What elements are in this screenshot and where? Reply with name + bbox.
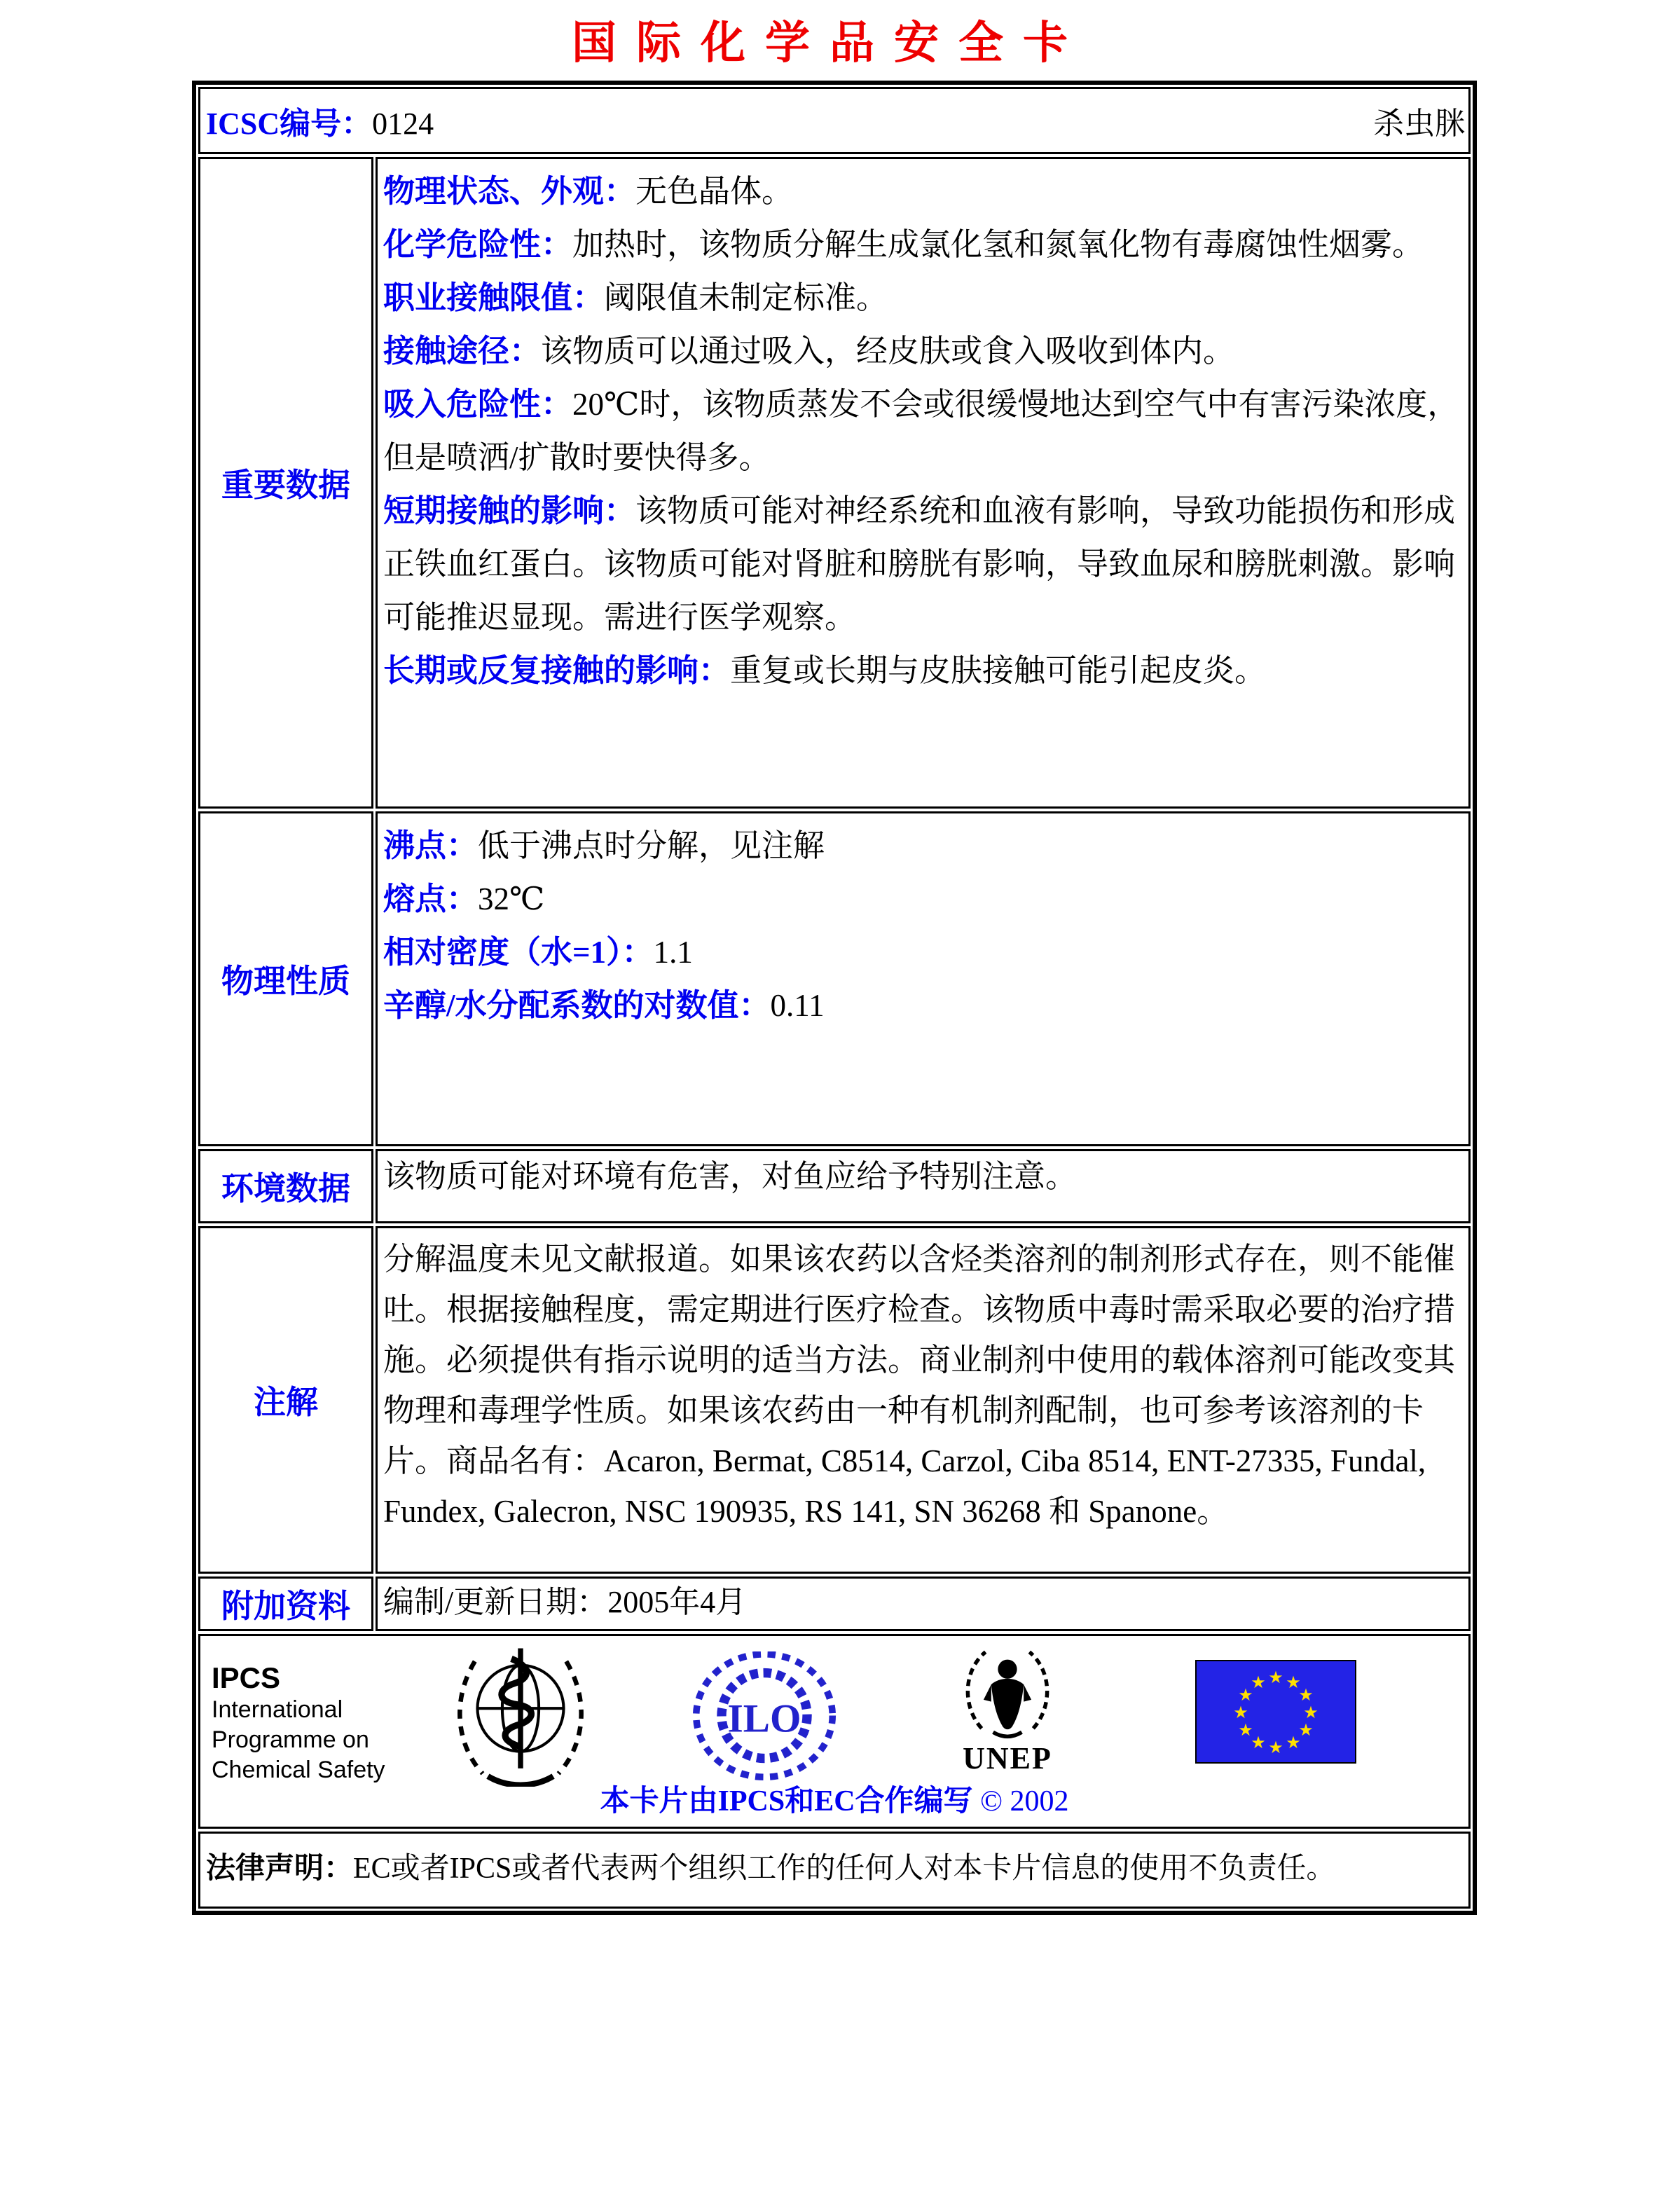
organizations-cell	[198, 1634, 1471, 1829]
credit-year: © 2002	[980, 1785, 1069, 1818]
important-data-item: 接触途径：该物质可以通过吸入，经皮肤或食入吸收到体内。	[383, 334, 1235, 369]
icsc-number-value: 0124	[372, 107, 434, 141]
ipcs-subtitle-line: Programme on	[212, 1726, 369, 1753]
notes-content	[376, 1226, 1471, 1574]
important-data-row	[198, 157, 1471, 809]
notes-text: 分解温度未见文献报道。如果该农药以含烃类溶剂的制剂形式存在，则不能催吐。根据接触程度，需定期进行医疗检查。该物质中毒时需采取必要的治疗措施。必须提供有指示说明的适当方法。商业制剂中使用的载体溶剂可能改变其物理和毒理学性质。如果该农药由一种有机制剂配制，也可参考该溶剂的卡片。商品名有：Acaron, Bermat, C8514, Carzol, Ciba 8514, ENT-27335, Fundal, Fundex, Galecron, NSC 190935, RS 141, SN 36268 和 Spanone。	[383, 1242, 1456, 1529]
physical-property-item: 相对密度（水=1）：1.1	[383, 935, 693, 970]
unep-logo-icon	[944, 1643, 1071, 1776]
environmental-data-content	[376, 1149, 1471, 1223]
important-data-label: 重要数据	[198, 157, 373, 809]
icsc-number-label: ICSC编号：	[206, 107, 373, 141]
physical-properties-label: 物理性质	[198, 811, 373, 1146]
ipcs-subtitle-line: International	[212, 1696, 343, 1723]
notes-label: 注解	[198, 1226, 373, 1574]
important-data-item: 化学危险性：加热时，该物质分解生成氯化氢和氮氧化物有毒腐蚀性烟雾。	[383, 227, 1424, 262]
additional-info-label: 附加资料	[198, 1576, 373, 1631]
page-title: 国际化学品安全卡	[572, 18, 1087, 68]
physical-property-item: 辛醇/水分配系数的对数值：0.11	[383, 988, 825, 1023]
physical-property-item: 沸点：低于沸点时分解，见注解	[383, 828, 825, 863]
who-logo-icon	[447, 1643, 594, 1790]
additional-info-row	[198, 1576, 1471, 1631]
important-data-item: 吸入危险性：20℃时，该物质蒸发不会或很缓慢地达到空气中有害污染浓度，但是喷洒/扩散时要快得多。	[383, 387, 1459, 475]
important-data-item: 长期或反复接触的影响：重复或长期与皮肤接触可能引起皮炎。	[383, 653, 1267, 688]
legal-notice-cell	[198, 1832, 1471, 1909]
legal-notice-row	[198, 1832, 1471, 1909]
important-data-content	[376, 157, 1471, 809]
ipcs-subtitle-line: Chemical Safety	[212, 1757, 385, 1783]
header-cell	[198, 87, 1471, 154]
physical-properties-row	[198, 811, 1471, 1146]
important-data-item: 短期接触的影响：该物质可能对神经系统和血液有影响，导致功能损伤和形成正铁血红蛋白。该物质可能对肾脏和膀胱有影响，导致血尿和膀胱刺激。影响可能推迟显现。需进行医学观察。	[383, 493, 1456, 635]
ipcs-text-block	[212, 1661, 385, 1785]
ilo-logo-icon	[691, 1651, 838, 1785]
legal-notice-text: EC或者IPCS或者代表两个组织工作的任何人对本卡片信息的使用不负责任。	[353, 1853, 1336, 1885]
additional-info-text: 编制/更新日期：2005年4月	[383, 1585, 747, 1619]
important-data-item: 物理状态、外观：无色晶体。	[383, 174, 794, 209]
additional-info-content	[376, 1576, 1471, 1631]
eu-flag-icon: ★ ★ ★ ★ ★ ★ ★ ★ ★ ★ ★ ★	[1195, 1660, 1356, 1764]
physical-properties-content	[376, 811, 1471, 1146]
legal-notice-label: 法律声明：	[206, 1853, 354, 1885]
unep-label: UNEP	[963, 1741, 1052, 1775]
credit-text: 本卡片由IPCS和EC合作编写	[600, 1785, 973, 1818]
chemical-name: 杀虫脒	[1373, 107, 1466, 141]
ilo-letters: ILO	[727, 1696, 801, 1741]
environmental-data-row	[198, 1149, 1471, 1223]
icsc-card-table	[192, 81, 1477, 1915]
notes-row	[198, 1226, 1471, 1574]
environmental-data-text: 该物质可能对环境有危害，对鱼应给予特别注意。	[383, 1159, 1078, 1194]
physical-property-item: 熔点：32℃	[383, 881, 545, 916]
important-data-item: 职业接触限值：阈限值未制定标准。	[383, 280, 888, 315]
credit-line	[200, 1778, 1468, 1820]
organizations-row	[198, 1634, 1471, 1829]
ipcs-title: IPCS	[212, 1661, 281, 1694]
header-row	[198, 87, 1471, 154]
environmental-data-label: 环境数据	[198, 1149, 373, 1223]
icsc-number-group	[206, 98, 434, 143]
